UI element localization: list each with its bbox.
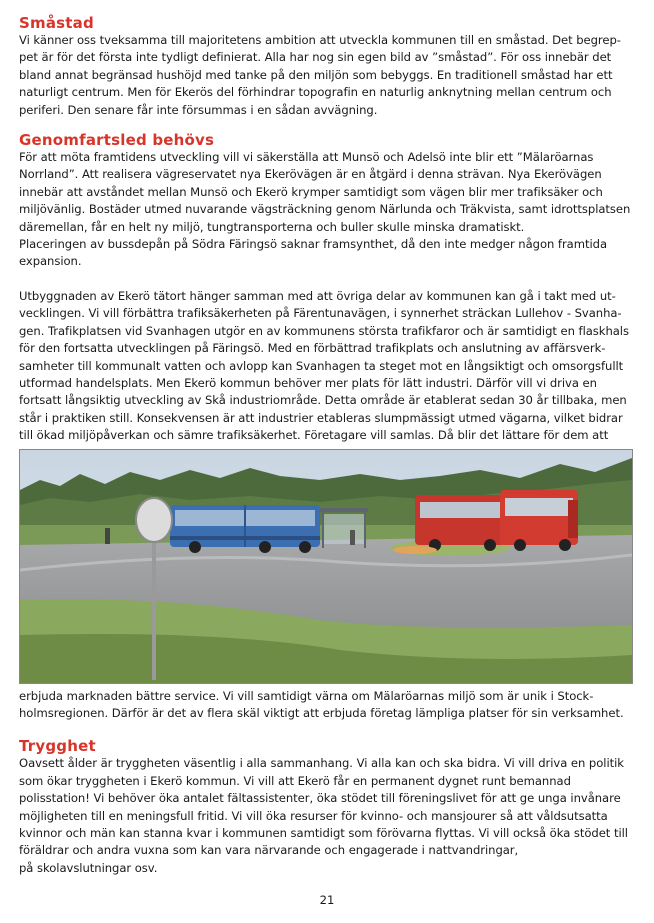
red-bus bbox=[415, 495, 505, 551]
text-line: till ökad miljöpåverkan och sämre trafiksäkerhet. Företagare vill samlas. Då blir det lättare för dem att bbox=[19, 428, 609, 443]
paragraph bbox=[19, 288, 635, 445]
paragraph bbox=[19, 755, 635, 877]
paragraph bbox=[19, 688, 635, 723]
text-line: naturligt centrum. Men för Ekerös del förhindrar topografin en naturlig anknytning mellan centrum och bbox=[19, 85, 612, 100]
text-line: holmsregionen. Därför är det av flera skäl viktigt att erbjuda företag lämpliga platser för sin verksamhet. bbox=[19, 705, 624, 720]
text-line: kvinnor och män kan stanna kvar i kommunen samtidigt som förövarna flyttas. Vi vill också öka stödet bbox=[19, 825, 611, 840]
text-line: däremellan, får en helt ny miljö, tungtransporterna och buller skulle minska dramatiskt. bbox=[19, 219, 525, 234]
text-line: möjligheten till en meningsfull fritid. Vi vill öka resurser för kvinno- och mansjourer så att våldsutsatta bbox=[19, 808, 608, 823]
text-line: erbjuda marknaden bättre service. Vi vill samtidigt värna om Mälaröarnas miljö som är unik i Stock- bbox=[19, 688, 594, 703]
section-genomfartsled bbox=[19, 131, 635, 722]
text-line: samheter till kommunalt vatten och avlopp kan Svanhagen ta steget mot en långsiktigt och omsorgsfullt bbox=[19, 358, 624, 373]
text-line: bland annat begränsad hushöjd med tanke på den miljön som bebyggs. En traditionell småstad har ett bbox=[19, 67, 613, 82]
document-page bbox=[19, 14, 635, 877]
text-line: Oavsett ålder är tryggheten väsentlig i alla sammanhang. Vi alla kan och ska bidra. Vi vill driva en politik bbox=[19, 756, 624, 771]
text-line: periferi. Den senare får inte försummas i en sådan avvägning. bbox=[19, 102, 378, 117]
bus-station-photo bbox=[19, 449, 633, 684]
text-line: fortsatt långsiktig utveckling av Skå industriområde. Detta område är etablerat sedan 30 år tillbaka, men bbox=[19, 393, 627, 408]
text-line: på skolavslutningar osv. bbox=[19, 860, 158, 875]
paragraph bbox=[19, 149, 635, 271]
text-line: miljövänlig. Bostäder utmed nuvarande vägsträckning genom Närlunda och Träkvista, samt idrottsplatsen bbox=[19, 202, 631, 217]
paragraph bbox=[19, 32, 635, 119]
text-line: som ökar tryggheten i Ekerö kommun. Vi vill att Ekerö får en permanent dygnet runt bemannad bbox=[19, 773, 571, 788]
blue-bus bbox=[170, 505, 320, 553]
text-line: för den fortsatta utvecklingen på Färingsö. Med en förbättrad trafikplats och anslutning av affärsverk- bbox=[19, 341, 606, 356]
text-line: För att möta framtidens utveckling vill vi säkerställa att Munsö och Adelsö inte blir ett ”Mälaröarnas bbox=[19, 150, 594, 165]
section-trygghet bbox=[19, 737, 635, 877]
text-line: Vi känner oss tveksamma till majoritetens ambition att utveckla kommunen till en småstad. Det begrep- bbox=[19, 33, 621, 47]
section-smastad bbox=[19, 14, 635, 119]
text-line: innebär att avståndet mellan Munsö och Ekerö krymper samtidigt som vägen blir mer trafiksäker och bbox=[19, 184, 603, 199]
text-line: utformad handelsplats. Men Ekerö kommun behöver mer plats för lätt industri. Därför vill vi driva en bbox=[19, 375, 597, 390]
text-line: Norrland”. Att realisera vägreservatet nya Ekerövägen är en åtgärd i denna strävan. Nya Ekerövägen bbox=[19, 167, 602, 182]
text-line: gen. Trafikplatsen vid Svanhagen utgör en av kommunens största trafikfaror och är samtidigt en flaskhals bbox=[19, 323, 629, 338]
text-line: Utbyggnaden av Ekerö tätort hänger samman med att övriga delar av kommunen kan gå i takt med ut- bbox=[19, 288, 616, 303]
text-line: Placeringen av bussdepån på Södra Färingsö saknar framsynthet, då den inte medger någon framtida bbox=[19, 237, 608, 252]
section-heading: Småstad bbox=[19, 14, 94, 32]
text-line: vecklingen. Vi vill förbättra trafiksäkerheten på Färentunavägen, i synnerhet sträckan Lullehov - Svanha- bbox=[19, 306, 622, 321]
text-line: pet är för det första inte tydligt definierat. Alla har nog sin egen bild av ”småstad”. För oss innebär det bbox=[19, 50, 612, 65]
text-line: till föräldrar och andra vuxna som kan vara närvarande och engagerade i nattvandringar, bbox=[19, 825, 628, 858]
paragraph-gap bbox=[19, 271, 635, 288]
text-line: står i praktiken still. Konsekvensen är att industrier etableras slumpmässigt utmed vägarna, vilket bidrar bbox=[19, 410, 623, 425]
red-bus bbox=[500, 490, 578, 551]
text-line: expansion. bbox=[19, 254, 82, 269]
section-heading: Genomfartsled behövs bbox=[19, 131, 215, 150]
section-heading: Trygghet bbox=[19, 737, 96, 756]
text-line: polisstation! Vi behöver öka antalet fältassistenter, öka stödet till föreningslivet för att ge unga invånare bbox=[19, 791, 621, 806]
page-number: 21 bbox=[319, 893, 335, 907]
